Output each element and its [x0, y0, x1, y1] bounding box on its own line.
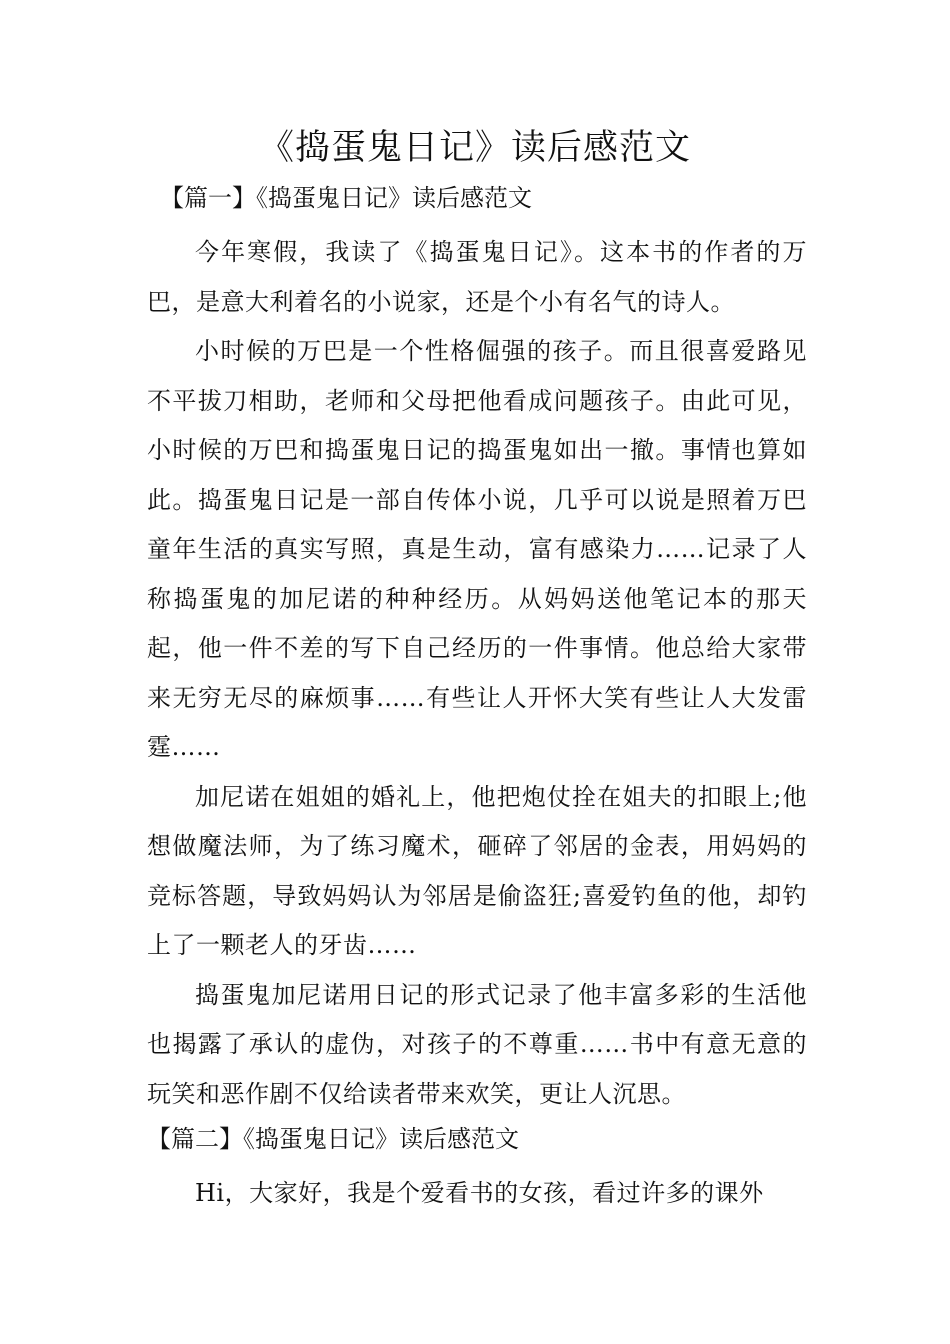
- paragraph: 加尼诺在姐姐的婚礼上，他把炮仗拴在姐夫的扣眼上;他想做魔法师，为了练习魔术，砸碎了邻居的金表，用妈妈的竞标答题，导致妈妈认为邻居是偷盗狂;喜爱钓鱼的他，却钓上了一颗老人的牙齿……: [147, 782, 807, 959]
- paragraph: 今年寒假，我读了《捣蛋鬼日记》。这本书的作者的万巴，是意大利着名的小说家，还是个小有名气的诗人。: [147, 238, 807, 316]
- section-heading-1: 【篇一】《捣蛋鬼日记》读后感范文: [160, 184, 532, 212]
- document-body: [147, 178, 807, 1219]
- paragraph: 捣蛋鬼加尼诺用日记的形式记录了他丰富多彩的生活他也揭露了承认的虚伪，对孩子的不尊重……书中有意无意的玩笑和恶作剧不仅给读者带来欢笑，更让人沉思。: [147, 980, 807, 1108]
- paragraph: 小时候的万巴是一个性格倔强的孩子。而且很喜爱路见不平拔刀相助，老师和父母把他看成问题孩子。由此可见，小时候的万巴和捣蛋鬼日记的捣蛋鬼如出一撤。事情也算如此。捣蛋鬼日记是一部自传体小说，几乎可以说是照着万巴童年生活的真实写照，真是生动，富有感染力……记录了人称捣蛋鬼的加尼诺的种种经历。从妈妈送他笔记本的那天起，他一件不差的写下自己经历的一件事情。他总给大家带来无穷无尽的麻烦事……有些让人开怀大笑有些让人大发雷霆……: [147, 337, 807, 761]
- section-heading-2: 【篇二】《捣蛋鬼日记》读后感范文: [147, 1125, 519, 1153]
- paragraph: Hi，大家好，我是个爱看书的女孩，看过许多的课外: [195, 1179, 764, 1207]
- document-title: 《捣蛋鬼日记》读后感范文: [258, 128, 691, 168]
